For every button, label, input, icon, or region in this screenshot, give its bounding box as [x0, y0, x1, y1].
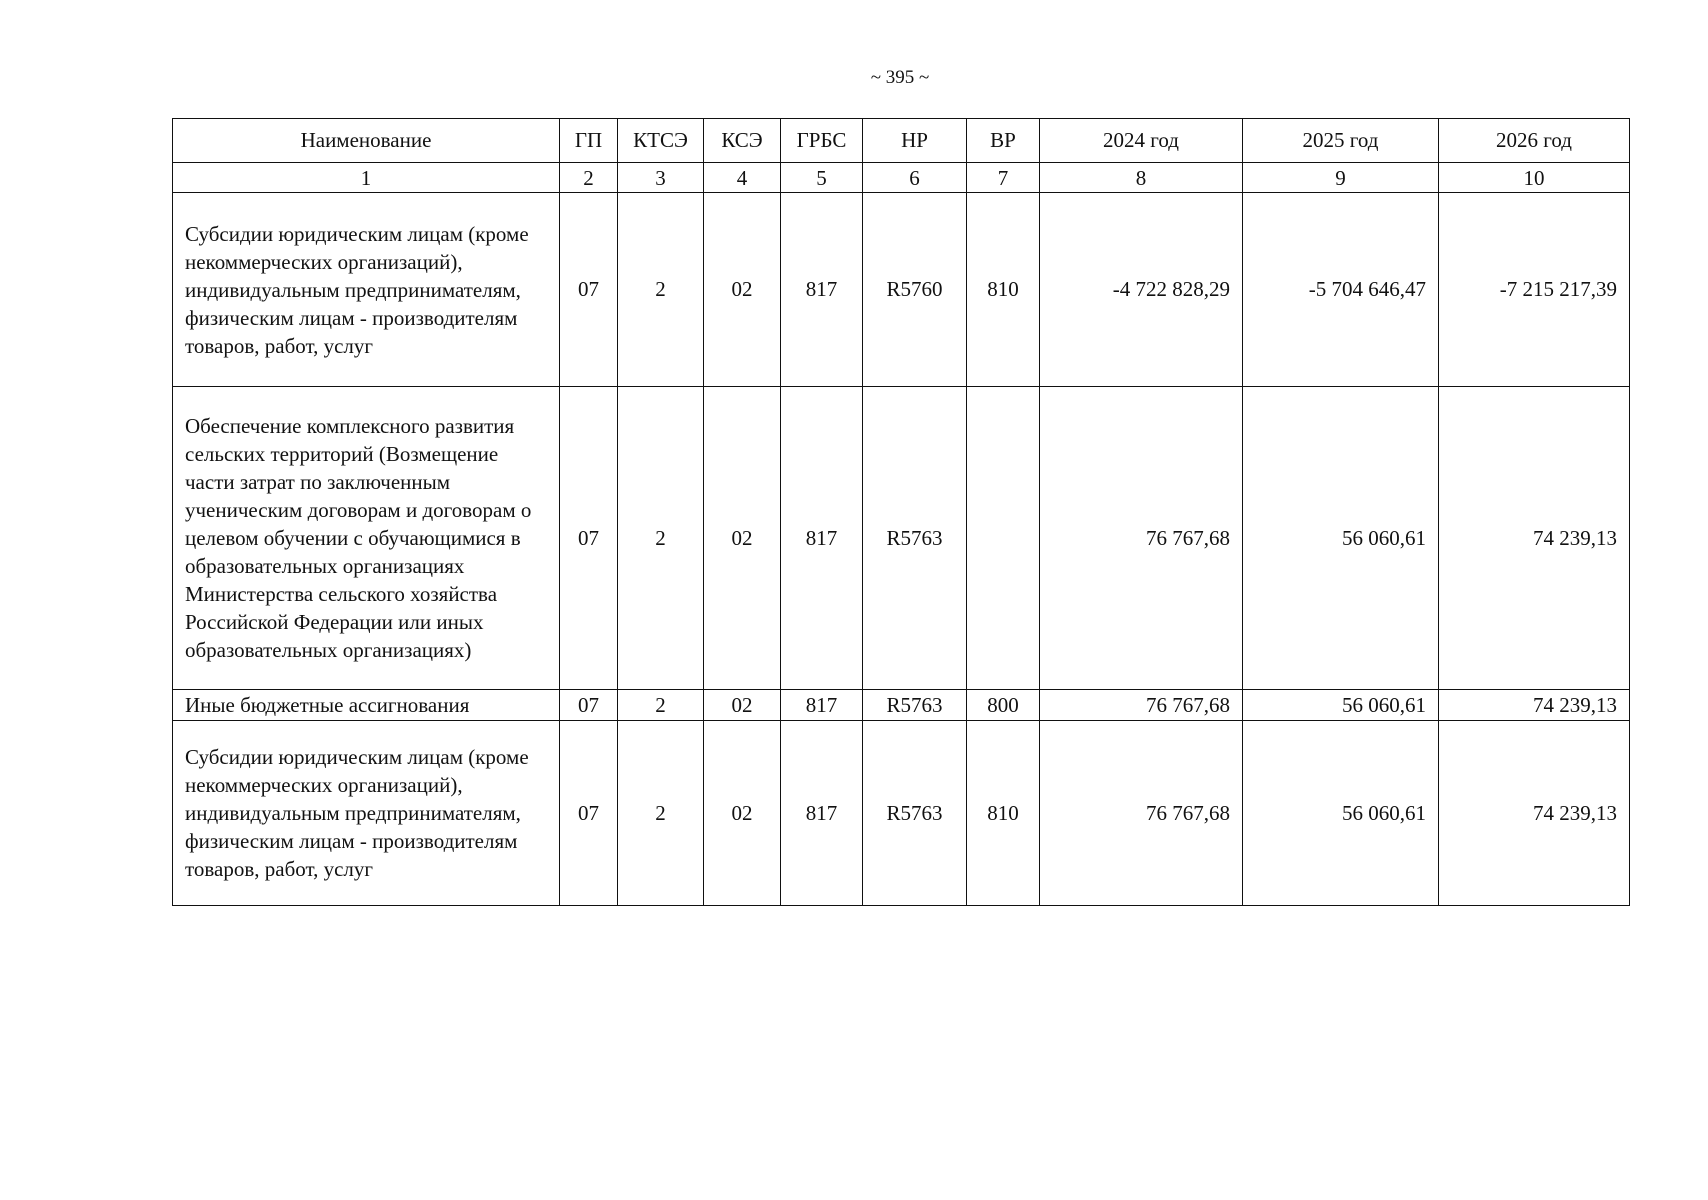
grbs-cell: 817 [781, 387, 863, 690]
column-number: 4 [704, 163, 781, 193]
nr-cell: R5763 [863, 387, 967, 690]
header-cell: 2025 год [1243, 119, 1439, 163]
gp-cell: 07 [560, 387, 618, 690]
vr-cell: 810 [967, 721, 1040, 906]
table-row [173, 387, 1630, 690]
column-number: 6 [863, 163, 967, 193]
header-cell: 2026 год [1439, 119, 1630, 163]
header-row [173, 119, 1630, 163]
header-cell: Наименование [173, 119, 560, 163]
gp-cell: 07 [560, 721, 618, 906]
nr-cell: R5763 [863, 690, 967, 721]
amount-2026: -7 215 217,39 [1439, 193, 1630, 387]
amount-2026: 74 239,13 [1439, 721, 1630, 906]
grbs-cell: 817 [781, 690, 863, 721]
amount-2024: -4 722 828,29 [1040, 193, 1243, 387]
table-row [173, 690, 1630, 721]
amount-2024: 76 767,68 [1040, 721, 1243, 906]
grbs-cell: 817 [781, 193, 863, 387]
header-cell: ГРБС [781, 119, 863, 163]
kse-cell: 02 [704, 721, 781, 906]
column-number: 3 [618, 163, 704, 193]
ktse-cell: 2 [618, 690, 704, 721]
row-name: Субсидии юридическим лицам (кроме некоммерческих организаций), индивидуальным предпринимателям, физическим лицам - производителям товаров, работ, услуг [173, 721, 560, 906]
amount-2025: 56 060,61 [1243, 387, 1439, 690]
header-cell: КТСЭ [618, 119, 704, 163]
column-number: 5 [781, 163, 863, 193]
amount-2026: 74 239,13 [1439, 690, 1630, 721]
row-name: Субсидии юридическим лицам (кроме некоммерческих организаций), индивидуальным предпринимателям, физическим лицам - производителям товаров, работ, услуг [173, 193, 560, 387]
amount-2025: 56 060,61 [1243, 721, 1439, 906]
vr-cell: 810 [967, 193, 1040, 387]
table-row [173, 721, 1630, 906]
budget-table [172, 118, 1630, 906]
ktse-cell: 2 [618, 193, 704, 387]
page-number: ~ 395 ~ [870, 67, 930, 88]
row-name: Обеспечение комплексного развития сельских территорий (Возмещение части затрат по заключенным ученическим договорам и договорам о целевом обучении с обучающимися в образовательных организациях Министерства сельского хозяйства Российской Федерации или иных образовательных организациях) [173, 387, 560, 690]
header-cell: ВР [967, 119, 1040, 163]
vr-cell [967, 387, 1040, 690]
grbs-cell: 817 [781, 721, 863, 906]
gp-cell: 07 [560, 193, 618, 387]
column-number: 7 [967, 163, 1040, 193]
column-number: 1 [173, 163, 560, 193]
vr-cell: 800 [967, 690, 1040, 721]
ktse-cell: 2 [618, 387, 704, 690]
amount-2024: 76 767,68 [1040, 690, 1243, 721]
amount-2026: 74 239,13 [1439, 387, 1630, 690]
nr-cell: R5760 [863, 193, 967, 387]
amount-2025: 56 060,61 [1243, 690, 1439, 721]
column-number-row [173, 163, 1630, 193]
amount-2025: -5 704 646,47 [1243, 193, 1439, 387]
amount-2024: 76 767,68 [1040, 387, 1243, 690]
column-number: 9 [1243, 163, 1439, 193]
column-number: 8 [1040, 163, 1243, 193]
kse-cell: 02 [704, 193, 781, 387]
kse-cell: 02 [704, 690, 781, 721]
ktse-cell: 2 [618, 721, 704, 906]
table-row [173, 193, 1630, 387]
nr-cell: R5763 [863, 721, 967, 906]
kse-cell: 02 [704, 387, 781, 690]
column-number: 10 [1439, 163, 1630, 193]
gp-cell: 07 [560, 690, 618, 721]
row-name: Иные бюджетные ассигнования [173, 690, 560, 721]
header-cell: НР [863, 119, 967, 163]
header-cell: КСЭ [704, 119, 781, 163]
column-number: 2 [560, 163, 618, 193]
header-cell: ГП [560, 119, 618, 163]
header-cell: 2024 год [1040, 119, 1243, 163]
